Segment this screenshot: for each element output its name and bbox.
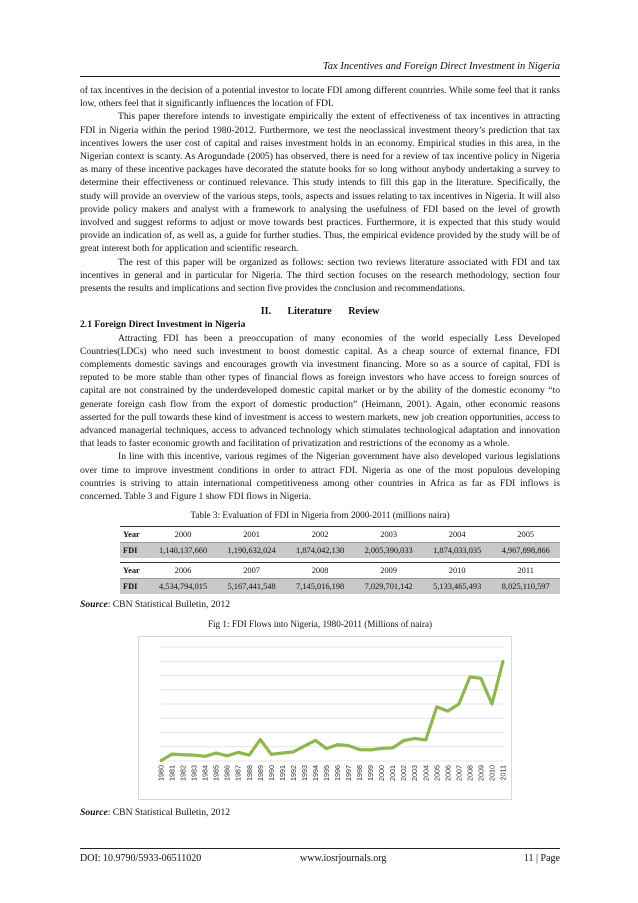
fdi-chart bbox=[138, 636, 512, 800]
data-point bbox=[160, 759, 163, 762]
year-cell: 2003 bbox=[354, 526, 423, 542]
row-label-fdi: FDI bbox=[120, 542, 149, 558]
figure-caption: Fig 1: FDI Flows into Nigeria, 1980-2011 (Millions of naira) bbox=[207, 618, 433, 629]
table-row-years-b bbox=[120, 562, 560, 578]
x-tick-label: 1992 bbox=[288, 764, 298, 781]
data-point bbox=[502, 660, 505, 663]
paragraph-3: The rest of this paper will be organized as follows: section two reviews literature associated with FDI and tax incentives in general and in particular for Nigeria. The third section focuses on the research methodology, section four presents the results and implications and section five provides the conclusion and recommendations. bbox=[80, 256, 560, 295]
x-tick-label: 1986 bbox=[222, 764, 232, 781]
x-tick-label: 1987 bbox=[233, 764, 243, 781]
x-tick-label: 2009 bbox=[476, 764, 486, 781]
data-point bbox=[402, 739, 405, 742]
x-tick-label: 1995 bbox=[321, 764, 331, 781]
x-tick-label: 2002 bbox=[399, 764, 409, 781]
data-point bbox=[480, 677, 483, 680]
x-tick-label: 2000 bbox=[377, 764, 387, 781]
x-tick-label: 1983 bbox=[189, 764, 199, 781]
data-point bbox=[292, 750, 295, 753]
data-point bbox=[391, 746, 394, 749]
data-point bbox=[226, 754, 229, 757]
year-cell: 2011 bbox=[491, 562, 560, 578]
x-tick-label: 2003 bbox=[410, 764, 420, 781]
source-text: : CBN Statistical Bulletin, 2012 bbox=[107, 806, 231, 818]
fdi-cell: 7,029,701,142 bbox=[354, 579, 423, 595]
row-label-fdi: FDI bbox=[120, 579, 149, 595]
data-point bbox=[171, 752, 174, 755]
x-tick-label: 1988 bbox=[244, 764, 254, 781]
x-tick-label: 1993 bbox=[299, 764, 309, 781]
x-tick-label: 1980 bbox=[156, 764, 166, 781]
year-cell: 2007 bbox=[217, 562, 286, 578]
x-tick-label: 1982 bbox=[178, 764, 188, 781]
section-title: II. Literature Review bbox=[260, 306, 380, 318]
fdi-cell: 5,167,441,548 bbox=[217, 579, 286, 595]
data-point bbox=[380, 747, 383, 750]
year-cell: 2000 bbox=[149, 526, 218, 542]
data-point bbox=[248, 753, 251, 756]
data-point bbox=[237, 751, 240, 754]
x-tick-label: 2007 bbox=[454, 764, 464, 781]
x-tick-label: 1991 bbox=[277, 764, 287, 781]
year-cell: 2006 bbox=[149, 562, 218, 578]
fdi-cell: 8,025,110,597 bbox=[491, 579, 560, 595]
table-row-fdi-a bbox=[120, 542, 560, 558]
page-body bbox=[80, 84, 560, 819]
fdi-cell: 7,145,016,198 bbox=[286, 579, 355, 595]
year-cell: 2005 bbox=[491, 526, 560, 542]
table-row-fdi-b bbox=[120, 579, 560, 595]
fdi-cell: 4,534,794,015 bbox=[149, 579, 218, 595]
table-source bbox=[80, 598, 560, 611]
x-tick-label: 1997 bbox=[344, 764, 354, 781]
x-tick-label: 1981 bbox=[167, 764, 177, 781]
x-tick-label: 1989 bbox=[255, 764, 265, 781]
source-label: Source bbox=[80, 599, 108, 611]
data-point bbox=[446, 709, 449, 712]
fdi-cell: 1,140,137,660 bbox=[149, 542, 218, 558]
data-point bbox=[281, 751, 284, 754]
year-cell: 2008 bbox=[286, 562, 355, 578]
figure-source bbox=[80, 806, 560, 819]
fdi-cell: 2,005,390,033 bbox=[354, 542, 423, 558]
fdi-table bbox=[120, 526, 560, 595]
paragraph-4: Attracting FDI has been a preoccupation of many economies of the world especially Less Developed Countries(LDCs) who need such investment to boost domestic capital. As a cheap source of external finance, FDI complements domestic savings and encourages growth via investment financing. More so as a source of capital, FDI is reputed to be more stable than other types of financial flows as foreign investors who have access to foreign sources of capital are not constrained by the underdeveloped domestic capital market or by the ability of the domestic economy “to generate foreign cash flow from the export of domestic production” (Heimann, 2001). Again, other economic reasons asserted for the pull towards these kind of investment is access to western markets, new job creation opportunities, access to advanced managerial techniques, access to advanced technology which stimulates technological adaptation and innovation that leads to faster economic growth and facilitation of privatization and restrictions of the economy as a whole. bbox=[80, 332, 560, 450]
footer-site: www.iosrjournals.org bbox=[300, 853, 387, 864]
fdi-cell: 5,133,465,493 bbox=[423, 579, 492, 595]
data-point bbox=[469, 675, 472, 678]
x-tick-label: 1990 bbox=[266, 764, 276, 781]
fdi-series-line bbox=[161, 661, 503, 760]
fdi-cell: 1,874,033,035 bbox=[423, 542, 492, 558]
data-point bbox=[314, 739, 317, 742]
year-cell: 2002 bbox=[286, 526, 355, 542]
footer-doi: DOI: 10.9790/5933-06511020 bbox=[80, 853, 202, 864]
data-point bbox=[193, 753, 196, 756]
data-point bbox=[204, 755, 207, 758]
table-row-years-a bbox=[120, 526, 560, 542]
footer-page-number: 11 | Page bbox=[523, 853, 560, 864]
table-caption: Table 3: Evaluation of FDI in Nigeria from 2000-2011 (millions naira) bbox=[190, 510, 450, 521]
running-head: Tax Incentives and Foreign Direct Investment in Nigeria bbox=[322, 61, 560, 72]
x-tick-label: 1984 bbox=[200, 764, 210, 781]
x-tick-label: 2001 bbox=[388, 764, 398, 781]
data-point bbox=[303, 744, 306, 747]
row-label-year: Year bbox=[120, 526, 149, 542]
paragraph-2: This paper therefore intends to investigate empirically the extent of effectiveness of tax incentives in attracting FDI in Nigeria within the period 1980-2012. Furthermore, we test the neoclassical investment theory’s prediction that tax incentives lowers the user cost of capital and raises investment holds in an economy. Empirical studies in this area, in the Nigerian context is scanty. As Arogundade (2005) has observed, there is need for a review of tax incentive policy in Nigeria as many of these incentive packages have decorated the statute books for so long without anybody undertaking a survey to determine their effectiveness or continued relevance. This study intends to fill this gap in the literature. Specifically, the study will provide an overview of the various steps, tools, aspects and issues relating to tax incentives in Nigeria. It will also provide policy makers and analyst with a framework to analysing the usefulness of FDI based on the level of growth involved and suggest reforms to adjust or move towards best practices. Furthermore, it is expected that this study would provide an indication of, as well as, a guide for further studies. Thus, the empirical evidence provided by the study will be of great interest both for application and scientific research. bbox=[80, 111, 560, 255]
footer-rule bbox=[80, 848, 560, 849]
x-tick-label: 2011 bbox=[498, 764, 508, 781]
header-rule bbox=[80, 76, 560, 77]
fdi-cell: 1,874,042,130 bbox=[286, 542, 355, 558]
data-point bbox=[325, 747, 328, 750]
year-cell: 2001 bbox=[217, 526, 286, 542]
data-point bbox=[369, 748, 372, 751]
data-point bbox=[336, 743, 339, 746]
x-tick-label: 1994 bbox=[310, 764, 320, 781]
x-tick-label: 1999 bbox=[366, 764, 376, 781]
year-cell: 2004 bbox=[423, 526, 492, 542]
data-point bbox=[270, 753, 273, 756]
source-label: Source bbox=[80, 806, 108, 818]
row-label-year: Year bbox=[120, 562, 149, 578]
fdi-cell: 1,190,632,024 bbox=[217, 542, 286, 558]
data-point bbox=[259, 738, 262, 741]
data-point bbox=[435, 705, 438, 708]
x-tick-label: 2008 bbox=[465, 764, 475, 781]
fdi-cell: 4,967,898,866 bbox=[491, 542, 560, 558]
year-cell: 2010 bbox=[423, 562, 492, 578]
data-point bbox=[491, 702, 494, 705]
year-cell: 2009 bbox=[354, 562, 423, 578]
paragraph-5: In line with this incentive, various regimes of the Nigerian government have also developed various legislations over time to improve investment conditions in order to attract FDI. Nigeria as one of the most populous developing countries is striving to attain international competitiveness among other countries in Africa as far as FDI inflows is concerned. Table 3 and Figure 1 show FDI flows in Nigeria. bbox=[80, 451, 560, 503]
x-tick-label: 2006 bbox=[443, 764, 453, 781]
data-point bbox=[347, 744, 350, 747]
x-tick-label: 1996 bbox=[333, 764, 343, 781]
subsection-title: 2.1 Foreign Direct Investment in Nigeria bbox=[80, 319, 246, 331]
fdi-line-chart bbox=[139, 637, 511, 799]
data-point bbox=[457, 702, 460, 705]
data-point bbox=[424, 738, 427, 741]
x-tick-label: 1998 bbox=[355, 764, 365, 781]
x-tick-label: 2010 bbox=[487, 764, 497, 781]
x-tick-label: 2004 bbox=[421, 764, 431, 781]
data-point bbox=[182, 753, 185, 756]
paragraph-1: of tax incentives in the decision of a potential investor to locate FDI among different countries. While some feel that it ranks low, others feel that it significantly influences the location of FDI. bbox=[80, 85, 560, 110]
data-point bbox=[413, 737, 416, 740]
source-text: : CBN Statistical Bulletin, 2012 bbox=[107, 599, 231, 611]
x-tick-label: 1985 bbox=[211, 764, 221, 781]
data-point bbox=[215, 751, 218, 754]
data-point bbox=[358, 748, 361, 751]
x-tick-label: 2005 bbox=[432, 764, 442, 781]
